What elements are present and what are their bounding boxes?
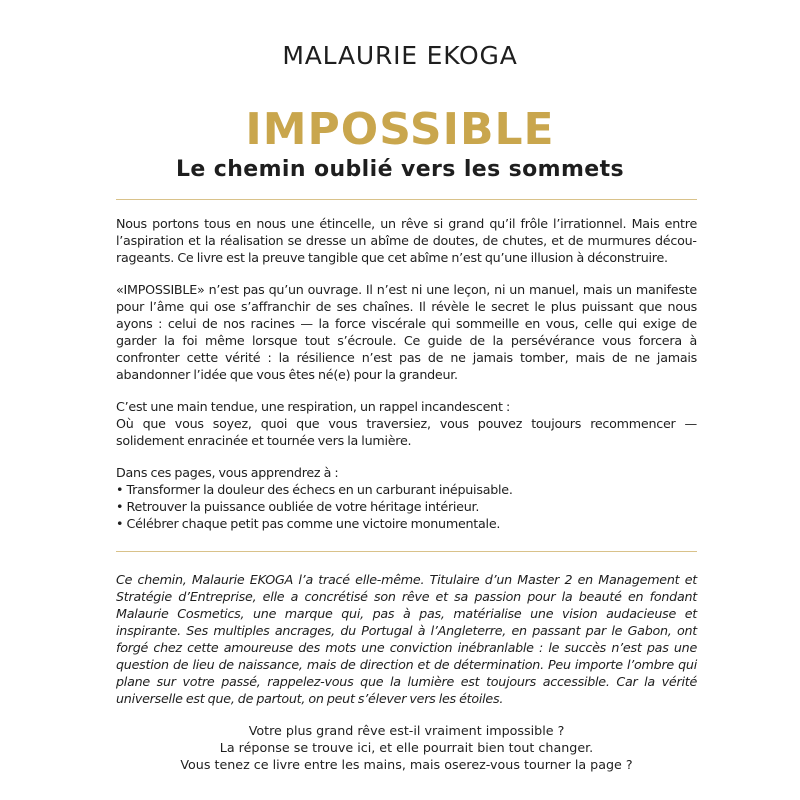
closing-line: Vous tenez ce livre entre les mains, mais oserez-vous tourner la page ? — [180, 757, 633, 772]
list-item: • Retrouver la puissance oubliée de votre héritage intérieur. — [116, 499, 480, 514]
paragraph-hand — [116, 398, 697, 449]
list-item: • Célébrer chaque petit pas comme une victoire monumentale. — [116, 516, 501, 531]
top-divider — [116, 199, 697, 200]
closing-line: Votre plus grand rêve est-il vraiment impossible ? — [248, 723, 565, 738]
book-title: IMPOSSIBLE — [245, 104, 555, 155]
learn-section — [116, 464, 697, 532]
author-name: MALAURIE EKOGA — [282, 41, 518, 70]
learn-list — [116, 481, 697, 532]
paragraph-hand-line-2: Où que vous soyez, quoi que vous traversiez, vous pouvez toujours recommencer — solidement enracinée et tournée vers la lumière. — [116, 416, 697, 448]
author-bio: Ce chemin, Malaurie EKOGA l’a tracé elle-même. Titulaire d’un Master 2 en Management et Stratégie d’Entreprise, elle a concrétisé son rêve et sa passion pour la beauté en fondant Malaurie Cosmetics, une marque qui, pas à pas, matérialise une vision audacieuse et inspirante. Ses multiples ancrages, du Portugal à l’Angleterre, en passant par le Gabon, ont forgé chez cette amoureuse des mots une conviction inébranlable : le succès n’est pas une question de lieu de naissance, mais de direction et de détermination. Peu importe l’ombre qui plane sur votre passé, rappelez-vous que la lumière est toujours accessible. Car la vérité universelle est que, de partout, on peut s’élever vers les étoiles. — [116, 572, 697, 706]
closing-line: La réponse se trouve ici, et elle pourrait bien tout changer. — [219, 740, 594, 755]
closing-questions — [116, 722, 697, 773]
paragraph-hand-line-1: C’est une main tendue, une respiration, un rappel incandescent : — [116, 399, 510, 414]
paragraph-intro: Nous portons tous en nous une étincelle, un rêve si grand qu’il frôle l’irrationnel. Mais entre l’aspiration et la réalisation se dresse un abîme de doutes, de chutes, et de murmures décourageants. Ce livre est la preuve tangible que cet abîme n’est qu’une illusion à déconstruire. — [116, 216, 697, 265]
synopsis — [116, 215, 697, 532]
paragraph-manifesto: «IMPOSSIBLE» n’est pas qu’un ouvrage. Il n’est ni une leçon, ni un manuel, mais un manifeste pour l’âme qui ose s’affranchir de ses chaînes. Il révèle le secret le plus puissant que nous ayons : celui de nos racines — la force viscérale qui sommeille en vous, celle qui exige de garder la foi même lorsque tout s’écroule. Ce guide de la persévérance vous forcera à confronter cette vérité : la résilience n’est pas de ne jamais tomber, mais de ne jamais abandonner l’idée que vous êtes né(e) pour la grandeur. — [116, 282, 697, 382]
list-item: • Transformer la douleur des échecs en un carburant inépuisable. — [116, 482, 513, 497]
learn-heading: Dans ces pages, vous apprendrez à : — [116, 465, 339, 480]
book-subtitle: Le chemin oublié vers les sommets — [175, 157, 625, 182]
middle-divider — [116, 551, 697, 552]
